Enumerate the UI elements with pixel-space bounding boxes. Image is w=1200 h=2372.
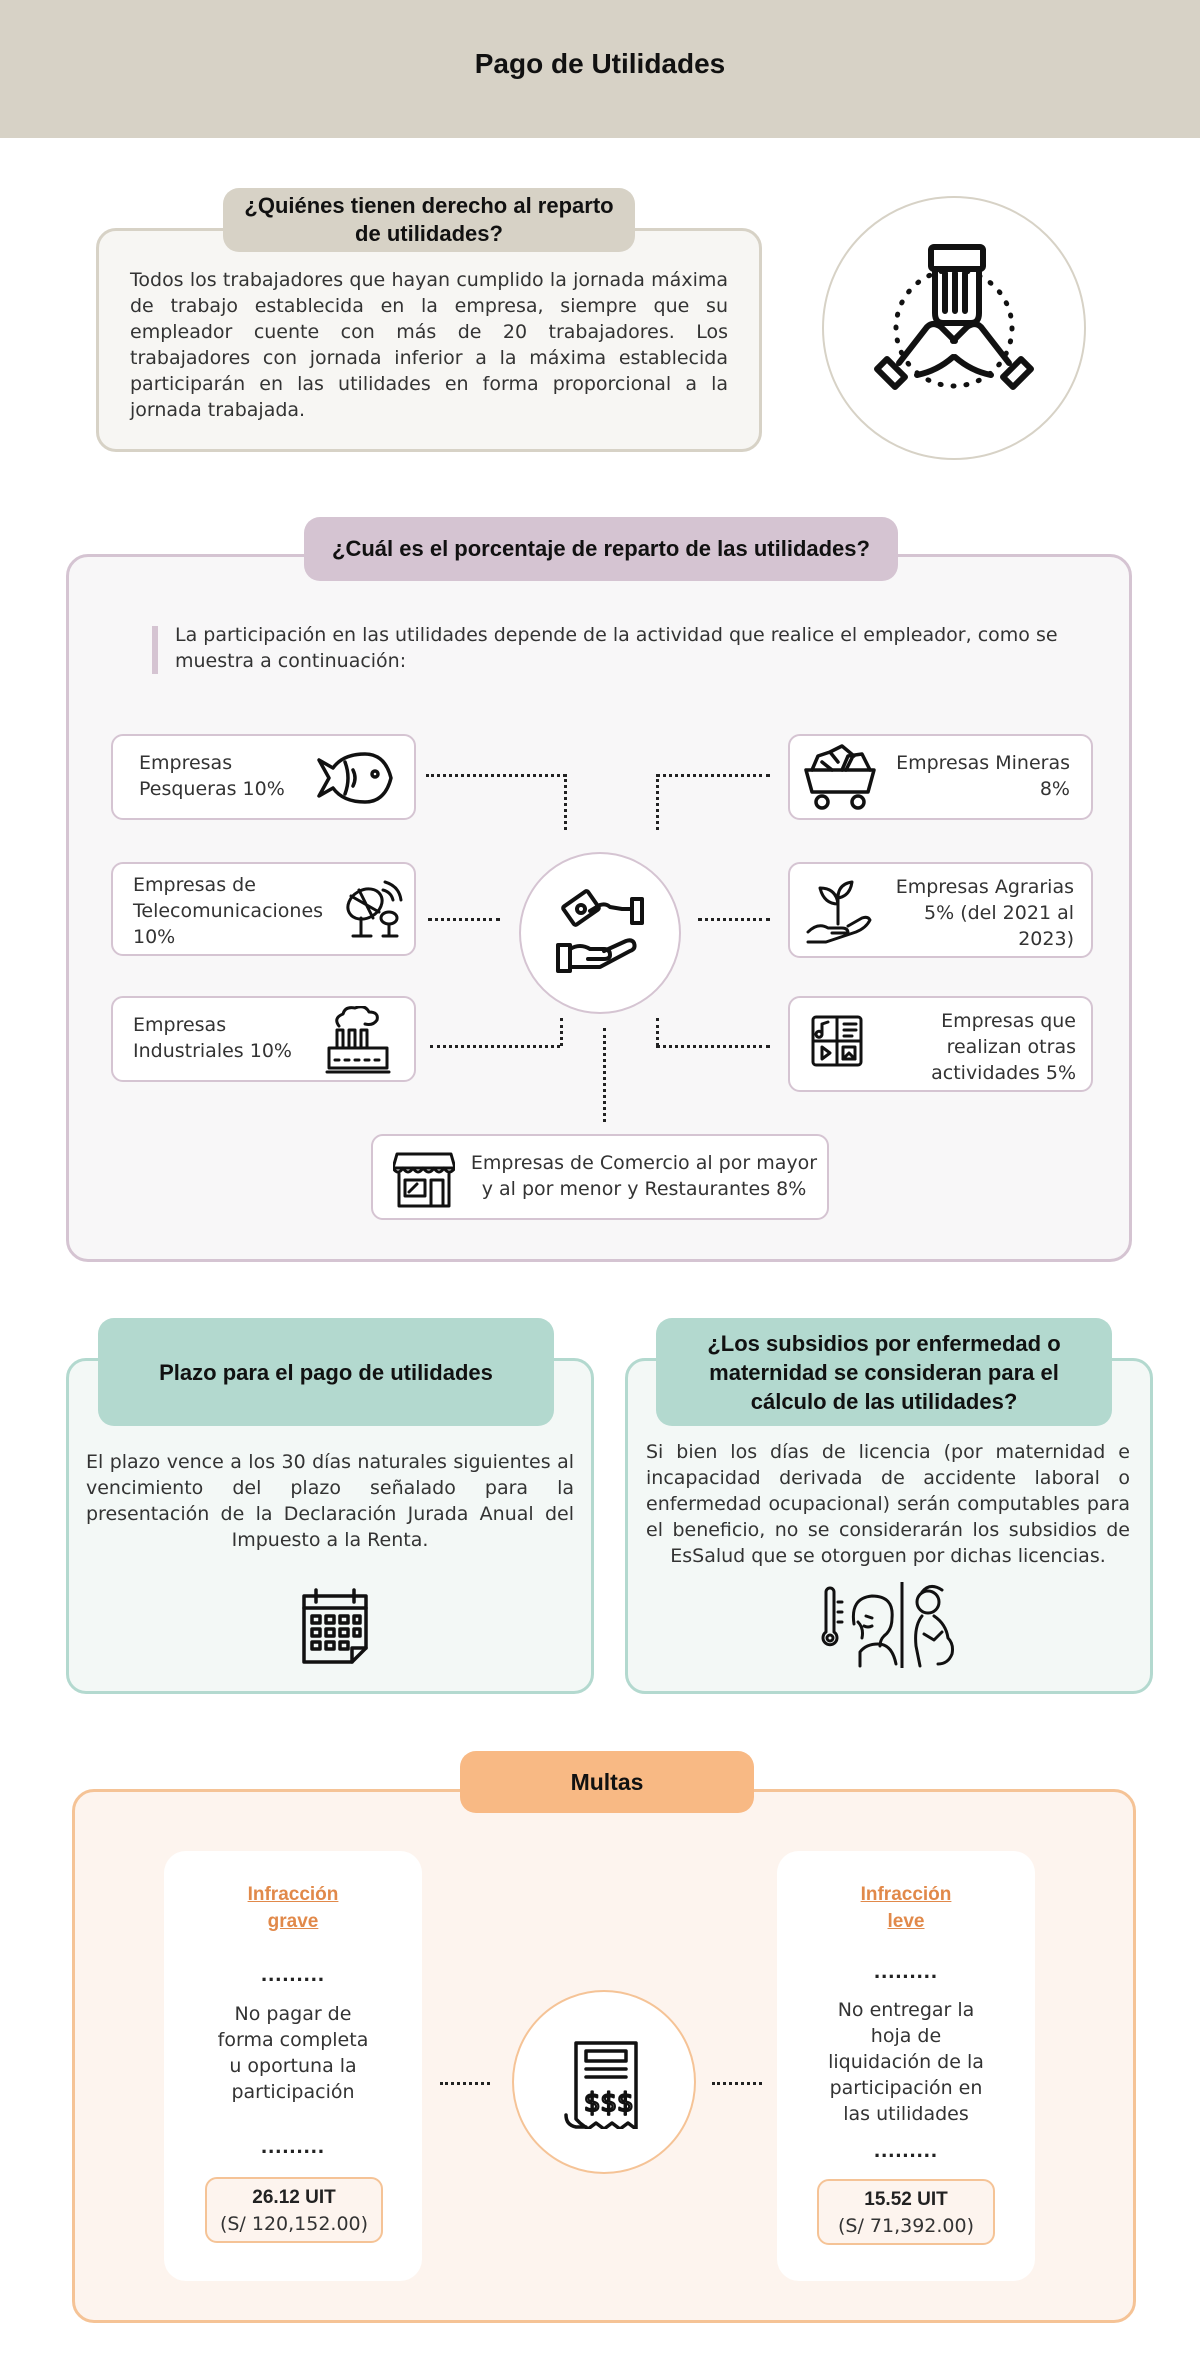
dots-divider: .........: [873, 1958, 938, 1983]
fish-icon: [313, 748, 393, 813]
connector: [428, 918, 500, 921]
connector: [656, 1018, 659, 1046]
connector: [656, 1045, 770, 1048]
subsidies-text: Si bien los días de licencia (por maternidad e incapacidad derivada de accidente laboral o enfermedad ocupacional) serán computables para el beneficio, no se considerarán los subsidios de EsSalud que se otorguen por dichas licencias.: [646, 1441, 1130, 1567]
eligibility-text: Todos los trabajadores que hayan cumplido la jornada máxima de trabajo establecida en la empresa, siempre que su empleador cuente con más de 20 trabajadores. Los trabajadores con jornada inferior a la máxima establecida participarán en las utilidades en forma proporcional a la jornada trabajada.: [130, 269, 728, 421]
connector: [656, 774, 659, 830]
sector-card-agrarian: [788, 862, 1093, 958]
eligibility-title: ¿Quiénes tienen derecho al reparto de utilidades?: [223, 188, 635, 252]
connector: [440, 2082, 490, 2085]
sector-label: Empresas de Telecomunicaciones 10%: [133, 874, 324, 948]
connector: [698, 918, 770, 921]
subsidies-title: ¿Los subsidios por enfermedad o maternidad se consideran para el cálculo de las utilidades?: [656, 1318, 1112, 1426]
fine-leve-panel: [777, 1851, 1035, 2281]
fine-grave-title: Infracción grave: [247, 1884, 339, 1932]
deadline-title: Plazo para el pago de utilidades: [98, 1318, 554, 1426]
connector: [656, 774, 770, 777]
media-grid-icon: [810, 1014, 864, 1073]
fines-title: Multas: [460, 1751, 754, 1813]
fine-grave-soles: (S/ 120,152.00): [219, 2213, 369, 2235]
sector-card-other: [788, 996, 1093, 1092]
sick-pregnant-icon: [818, 1582, 964, 1673]
fine-leve-amount: [817, 2179, 995, 2245]
sector-label: Empresas Pesqueras 10%: [139, 752, 285, 800]
connector: [603, 1028, 606, 1122]
fine-leve-soles: (S/ 71,392.00): [837, 2215, 975, 2237]
sector-label: Empresas que realizan otras actividades 5%: [931, 1010, 1076, 1084]
money-hand-icon: [519, 852, 681, 1014]
factory-icon: [323, 1006, 393, 1081]
satellite-dish-icon: [341, 878, 405, 947]
storefront-icon: [393, 1150, 455, 1213]
sector-label: Empresas Agrarias 5% (del 2021 al 2023): [895, 876, 1074, 950]
sector-label: Empresas de Comercio al por mayor y al por menor y Restaurantes 8%: [470, 1152, 818, 1200]
calendar-icon: [300, 1586, 370, 1671]
percentages-intro: La participación en las utilidades depende de la actividad que realice el empleador, como se muestra a continuación:: [175, 624, 1058, 672]
page-title: Pago de Utilidades: [474, 48, 726, 79]
sector-label: Empresas Industriales 10%: [133, 1014, 292, 1062]
mine-cart-icon: [800, 742, 880, 819]
sector-card-mining: [788, 734, 1093, 820]
connector: [430, 1045, 560, 1048]
invoice-icon: [512, 1990, 696, 2174]
connector: [564, 774, 567, 830]
quote-bar: [152, 626, 158, 674]
dots-divider: .........: [260, 2133, 325, 2158]
sector-card-commerce: [371, 1134, 829, 1220]
fine-leve-description: No entregar la hoja de liquidación de la participación en las utilidades: [828, 1999, 984, 2125]
fine-grave-description: No pagar de forma completa u oportuna la participación: [217, 2003, 369, 2103]
sector-label: Empresas Mineras 8%: [896, 752, 1070, 800]
fine-grave-panel: [164, 1851, 422, 2281]
teamwork-hands-icon: [822, 196, 1086, 460]
connector: [560, 1018, 563, 1046]
fine-grave-uit: 26.12 UIT: [252, 2187, 336, 2208]
connector: [712, 2082, 762, 2085]
svg-text:$$$: $$$: [584, 2088, 634, 2118]
dots-divider: .........: [260, 1961, 325, 1986]
connector: [426, 774, 566, 777]
dots-divider: .........: [873, 2137, 938, 2162]
fine-leve-uit: 15.52 UIT: [864, 2189, 948, 2210]
deadline-text: El plazo vence a los 30 días naturales siguientes al vencimiento del plazo señalado para la presentación de la Declaración Jurada Anual del Impuesto a la Renta.: [86, 1451, 574, 1551]
sector-card-industrial: [111, 996, 416, 1082]
fine-grave-amount: [205, 2177, 383, 2243]
fine-leve-title: Infracción leve: [860, 1884, 952, 1932]
percentages-title: ¿Cuál es el porcentaje de reparto de las utilidades?: [304, 517, 898, 581]
sector-card-telecom: [111, 862, 416, 956]
sector-card-fishing: [111, 734, 416, 820]
plant-hand-icon: [804, 876, 874, 953]
